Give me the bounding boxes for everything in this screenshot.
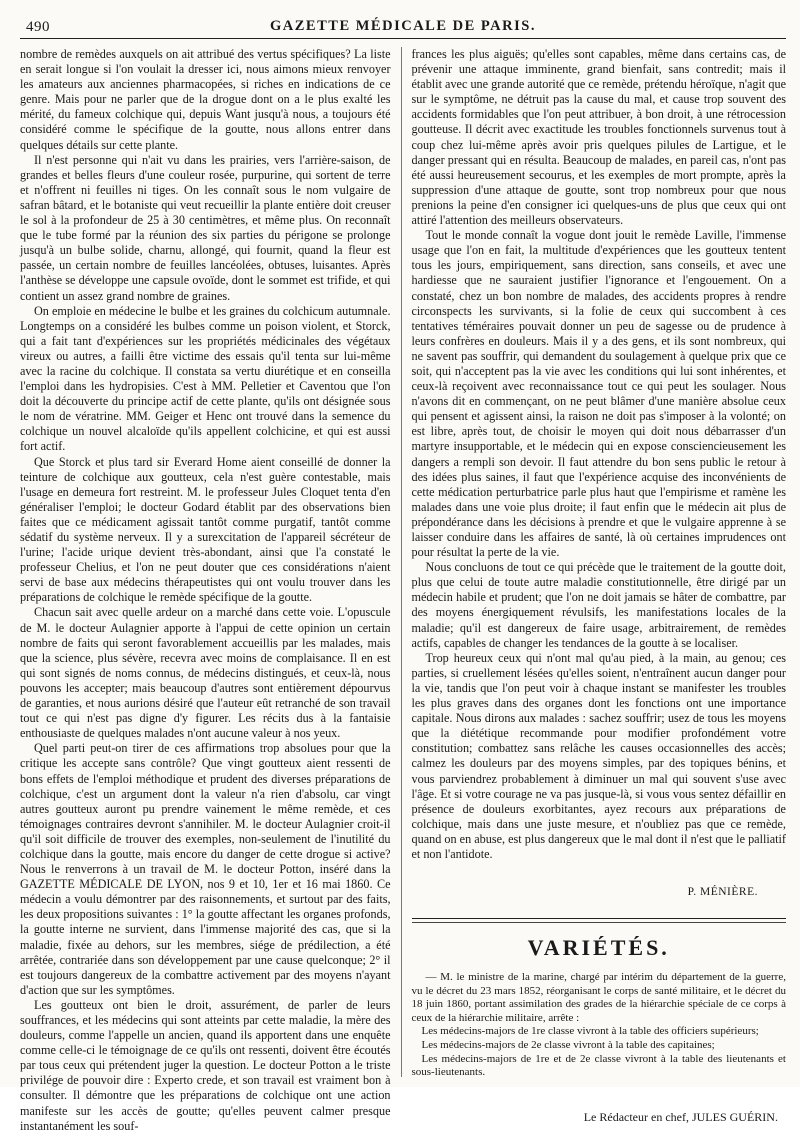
paragraph: nombre de remèdes auxquels on ait attribué des vertus spécifiques? La liste en serait longue si l'on voulait la dresser ici, nous aimons mieux renvoyer les amateurs aux anciennes pharmacopées, si riches en indications de ce genre. Mais pour ne parler que de la drogue dont on a le plus exalté les mérité, du fameux colchique qui, depuis Want jusqu'à nous, a toujours été considéré comme le spécifique de la goutte, nous allons entrer dans quelques détails sur cette plante. bbox=[20, 47, 391, 152]
page-header bbox=[20, 12, 786, 39]
right-column bbox=[411, 47, 786, 1124]
paragraph: Que Storck et plus tard sir Everard Home aient conseillé de donner la teinture de colchique aux goutteux, cela n'est guère contestable, mais l'usage en demeura fort restreint. M. le professeur Jules Cloquet tenta d'en généraliser l'emploi; le docteur Godard établit par des observations bien faites que ce médicament agissait tantôt comme purgatif, tantôt comme sédatif du système nerveux. Il y a surexcitation de l'appareil sécréteur de l'urine; l'acide urique devient très-abondant, ainsi que l'a constaté le professeur Chelius, et l'on ne peut douter que ces considérations n'aient servi de base aux médecins thérapeutistes qui ont voulu trouver dans les préparations de colchique le remède spécifique de la goutte. bbox=[20, 454, 391, 605]
varietes-body bbox=[412, 971, 786, 1080]
column-divider bbox=[401, 47, 402, 1077]
section-title-varietes: VARIÉTÉS. bbox=[527, 935, 670, 961]
paragraph: Tout le monde connaît la vogue dont jouit le remède Laville, l'immense usage que l'on en fait, la multitude d'expériences que les goutteux tentent tous les jours, empiriquement, sans direction, sans conseils, et avec une hardiesse que ne sauraient justifier l'ignorance et l'engouement. On a constaté, chez un bon nombre de malades, des accidents propres à rendre circonspects les survivants, si la folie de ceux qui succombent à ces tentatives téméraires pouvait donner un peu de sagesse ou de prudence à leurs confrères en douleurs. Mais il y a des gens, et ils sont nombreux, qui ne savent pas souffrir, qui demandent du soulagement à quelque prix que ce soit, qui n'acceptent pas la vie avec les conditions qui lui sont inhérentes, et ceux-là reçoivent avec reconnaissance tout ce qui peut les soulager. Nous n'avons dit en commençant, on ne peut blâmer d'une manière absolue ceux qui pensent et agissent ainsi, la raison ne doit pas s'imposer à la volonté; on est libre, après tout, de choisir le moyen qui doit nous débarrasser d'un martyre insupportable, et le médecin qui en expose consciencieusement les dangers a rempli son devoir. Il faut attendre du bon sens public le retour à des idées plus saines, il faut que l'expérience acquise des inconvénients de cette médication perturbatrice parle plus haut que l'empirisme et ramène les malades dans une voie plus droite; il faut enfin que le médecin ait plus de prépondérance dans les décisions à prendre et que le vulgaire apprenne à se laisser conduire dans les affaires de santé, là où certaines imprudences ont pour résultat la perte de la vie. bbox=[411, 228, 786, 560]
list-item: Les médecins-majors de 2e classe vivront à la table des capitaines; bbox=[421, 1039, 715, 1052]
section-rule bbox=[412, 918, 786, 919]
editor-signature: Le Rédacteur en chef, JULES GUÉRIN. bbox=[583, 1109, 778, 1124]
list-item: Les médecins-majors de 1re classe vivront à la table des officiers supérieurs; bbox=[421, 1025, 759, 1038]
paragraph: Les goutteux ont bien le droit, assurément, de parler de leurs souffrances, et les médecins qui sont atteints par cette maladie, la mère des douleurs, comme l'appelle un ancien, quand ils apportent dans une enquête comme celle-ci le témoignage de ce qu'ils ont ressenti, doivent être écoutés par tous ceux qui prétendent juger la question. Le docteur Potton a le triste privilége de pouvoir dire : Experto crede, et son travail est vraiment bon à consulter. Il démontre que les préparations de colchique ont une action manifeste sur les accès de goutte; qu'elles peuvent calmer presque instantanément les souf- bbox=[20, 997, 391, 1133]
page-number: 490 bbox=[26, 19, 50, 35]
running-title: GAZETTE MÉDICALE DE PARIS. bbox=[270, 18, 536, 34]
left-column bbox=[20, 47, 391, 1133]
author-signature: P. MÉNIÈRE. bbox=[687, 886, 758, 899]
paragraph: frances les plus aiguës; qu'elles sont capables, même dans certains cas, de prévenir une attaque imminente, grand bienfait, sans contredit; mais il établit avec une grande autorité que ce remède, prétendu héroïque, n'agit que sur le symptôme, ne détruit pas la cause du mal, et cause trop souvent des accidents formidables que l'on peut attribuer, à bon droit, à une rétrocession goutteuse. Il décrit avec exactitude les troubles fonctionnels survenus tout à coup chez lui-même après avoir pris quelques pilules de Lartigue, et le danger pressant qui en résulta. Beaucoup de malades, en pareil cas, n'ont pas été aussi heureusement secourus, et les exemples de mort prompte, après la suppression d'une attaque de goutte, sont trop nombreux pour que nous prenions la peine d'en consigner ici quelques-uns de plus que ceux qui ont attiré l'attention des meilleurs observateurs. bbox=[411, 47, 786, 228]
paragraph: Trop heureux ceux qui n'ont mal qu'au pied, à la main, au genou; ces parties, si cruellement lésées qu'elles soient, n'entraînent aucun danger pour la vie, tandis que l'on peut voir à chaque instant se manifester les troubles les plus graves dans des organes dont les fonctions ont une importance capitale. Nous dirons aux malades : sachez souffrir; usez de tous les moyens que la diététique recommande pour modifier profondément votre constitution; combattez sans relâche les causes occasionnelles des accès; calmez les douleurs par des moyens simples, par des topiques bénins, et vous parviendrez probablement à diminuer un mal qui souvent s'use avec l'âge. Et si votre courage ne va pas jusque-là, si vous vous sentez défaillir en présence de douleurs exorbitantes, ayez recours aux préparations de colchique, mais dans une juste mesure, et n'oubliez pas que ce remède, quand on en abuse, est plus dangereux que le mal dont il n'est que le palliatif et non l'antidote. bbox=[411, 650, 786, 861]
article-columns bbox=[20, 47, 786, 1133]
paragraph: Quel parti peut-on tirer de ces affirmations trop absolues pour que la critique les accepte sans contrôle? Que vingt goutteux aient ressenti de bons effets de l'emploi méthodique et prudent des diverses préparations de colchique, c'est un argument dont la valeur n'a rien d'absolu, car vingt autres goutteux auront pu prendre vainement le même remède, et ces témoignages contraires devront s'annihiler. M. le docteur Aulagnier croit-il qu'il soit difficile de trouver des exemples, non-seulement de l'inutilité du colchique dans la goutte, mais encore du danger de cette drogue si active? Nous le renverrons à un travail de M. le docteur Potton, inséré dans la GAZETTE MÉDICALE DE LYON, nos 9 et 10, 1er et 16 mai 1860. Ce médecin a voulu démontrer par des raisonnements, et surtout par des faits, les deux propositions suivantes : 1° la goutte affectant les organes profonds, la goutte interne ne survient, dans l'immense majorité des cas, que si la maladie, fixée au dehors, sur les membres, siége de prédilection, a été arrêtée, contrariée dans son développement par une cause quelconque; 2° il est toujours dangereux de la combattre activement par des moyens n'ayant d'action que sur les symptômes. bbox=[20, 741, 391, 997]
paragraph: Nous concluons de tout ce qui précède que le traitement de la goutte doit, plus que celui de toute autre maladie constitutionnelle, être dirigé par un médecin habile et prudent; que l'on ne doit jamais se hâter de combattre, par des moyens énergiquement révulsifs, les manifestations locales de la maladie; qu'il est dangereux de faire usage, arbitrairement, de remèdes actifs, capables de changer les tendances de la goutte à se localiser. bbox=[411, 560, 786, 650]
paragraph: — M. le ministre de la marine, chargé par intérim du département de la guerre, vu le décret du 23 mars 1852, réorganisant le corps de santé militaire, et le décret du 18 juin 1860, portant assimilation des grades de la hiérarchie spéciale de ce corps à ceux de la hiérarchie militaire, arrête : bbox=[411, 971, 786, 1024]
paragraph: On emploie en médecine le bulbe et les graines du colchicum autumnale. Longtemps on a considéré les bulbes comme un poison violent, et Storck, qui a fait tant d'expériences sur les propriétés médicinales des végétaux vireux ou autres, a failli être victime des essais qu'il tenta sur lui-même avec la racine du colchique. Il constata sa vertu diurétique et en conseilla l'emploi dans les hydropisies. C'est à MM. Pelletier et Caventou que l'on doit la découverte du principe actif de cette plante, qu'ils ont désignée sous le nom de vératrine. MM. Geiger et Henc ont trouvé dans la semence du colchique un nouvel alcaloïde qu'ils appellent colchicine, et qui est aussi fort actif. bbox=[20, 303, 391, 454]
section-rule-thin bbox=[412, 922, 786, 923]
paragraph: Il n'est personne qui n'ait vu dans les prairies, vers l'arrière-saison, de grandes et belles fleurs d'une couleur rosée, purpurine, qui sortent de terre et n'offrent ni feuilles ni tiges. On les connaît sous le nom vulgaire de safran bâtard, et le botaniste qui veut recueillir la plante entière doit creuser le sol à la profondeur de 25 à 30 centimètres, et même plus. On reconnaît que le tube formé par la réunion des six parties du périgone se prolonge jusqu'à un bulbe solide, charnu, allongé, qui fournit, quand la fleur est passée, un certain nombre de feuilles lancéolées, obtuses, luisantes. Après l'anthèse se développe une capsule ovoïde, dont le sommet est trifide, et qui contient un assez grand nombre de graines. bbox=[20, 152, 391, 303]
list-item: Les médecins-majors de 1re et de 2e classe vivront à la table des lieutenants et sous-lieutenants. bbox=[411, 1052, 786, 1079]
paragraph: Chacun sait avec quelle ardeur on a marché dans cette voie. L'opuscule de M. le docteur Aulagnier apporte à l'appui de cette opinion un certain nombre de faits qui seront favorablement accueillis par les malades, mais que la science, plus sévère, recevra avec moins de complaisance. Il en est qui sont signés de noms connus, de médecins distingués, et ceux-là, nous pouvons les accepter; mais beaucoup d'autres sont entièrement dépourvus de garanties, et nous aurions désiré que l'auteur eût retranché de son travail tout ce qui n'est pas digne d'y figurer. Les récits dus à la fantaisie enthousiaste de quelques malades n'ont aucune valeur à nos yeux. bbox=[20, 605, 391, 741]
